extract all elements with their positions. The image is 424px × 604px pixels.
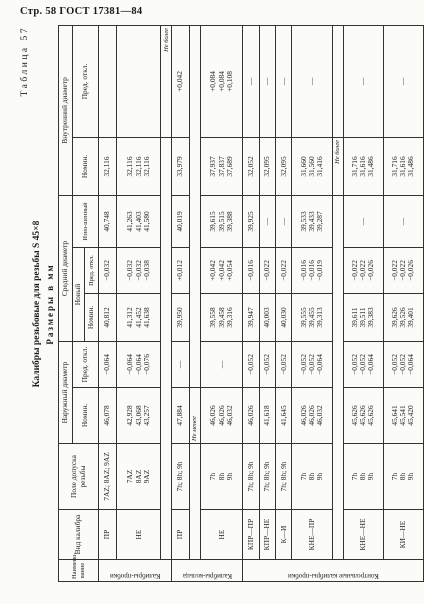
cell-line: — [398,217,408,226]
cell-line: — [246,77,256,86]
cell-mid-izn [243,195,259,247]
cell-line: 40,812 [102,307,112,328]
cell-line: 45,420 [406,405,416,426]
cell-line: −0,064 [133,354,143,375]
cell-line: 31,716 [390,156,400,177]
cell-line: 9AZ [141,469,151,484]
cell-inner-otkl [243,25,259,137]
cell-inner-otkl [116,25,160,137]
cell-mid-otkl [99,248,117,294]
cell-mid-nom [343,294,383,342]
cell-outer-otkl [99,342,117,388]
cell-vid: ПР [99,510,117,560]
cell-line: −0,022 [278,260,288,281]
cell-mid-otkl [292,248,332,294]
cell-line: 42,928 [125,405,135,426]
cell-inner-otkl [292,25,332,137]
document-subtitle: Размеры в мм [45,263,55,345]
gauge-dimensions-table [58,25,424,582]
cell-line: −0,026 [406,260,416,281]
cell-line: 7h [298,472,308,481]
cell-mid-otkl [243,248,259,294]
cell-line: −0,019 [315,260,325,281]
table-row-note [161,25,172,581]
cell-pole [99,444,117,510]
header-pole-dopuska: Поле допуска резьбы [59,444,99,510]
cell-line: — [398,77,408,86]
cell-line: 7h; 8h; 9h [246,461,256,492]
group-kalibry-koltsa: Калибры-кольца [172,560,243,582]
cell-line: 32,116 [133,156,143,177]
cell-inner-nom [276,137,292,195]
cell-line: −0,032 [133,260,143,281]
cell-line [103,28,111,135]
table-row [276,25,292,581]
cell-inner-nom [383,137,423,195]
cell-line: 39,511 [358,307,368,328]
cell-mid-nom [99,294,117,342]
cell-line: — [278,77,288,86]
cell-line: 7h [208,472,218,481]
table-row [116,25,160,581]
cell-line: 37,937 [208,156,218,177]
cell-pole [292,444,332,510]
cell-line: 46,026 [298,405,308,426]
cell-line: 31,486 [406,156,416,177]
cell-outer-nom [172,388,189,444]
cell-line: 39,950 [175,307,185,328]
cell-mid-nom [259,294,275,342]
cell-line: 43,068 [133,405,143,426]
header-iznoshennyi: Изно-шенный [73,195,99,247]
cell-inner-nom [292,137,332,195]
cell-line: +0,054 [224,260,234,281]
header-middle-diameter: Средний диаметр [59,195,73,341]
cell-line: 32,116 [102,156,112,177]
cell-line: 31,616 [398,156,408,177]
cell-outer-otkl [200,342,243,388]
cell-mid-izn [276,195,292,247]
cell-pole [276,444,292,510]
cell-pole [243,444,259,510]
cell-line: −0,064 [315,354,325,375]
cell-line: 41,645 [278,405,288,426]
cell-line: +0,012 [175,260,185,281]
cell-line: −0,022 [390,260,400,281]
cell-pole [259,444,275,510]
cell-mid-izn [99,195,117,247]
cell-line: 40,748 [102,211,112,232]
cell-vid: НЕ [116,510,160,560]
cell-line: 31,616 [358,156,368,177]
header-middle-nomin: Номин. [85,294,99,342]
header-naimenovanie: Наимено-вание [59,560,99,582]
cell-mid-otkl [172,248,189,294]
cell-line: 31,716 [349,156,359,177]
cell-line: 7AZ [125,469,135,484]
cell-line: 31,486 [366,156,376,177]
cell-outer-nom [343,388,383,444]
cell-mid-nom [276,294,292,342]
cell-line: 37,837 [216,156,226,177]
header-inner-nomin: Номин. [73,137,99,195]
cell-line: −0,052 [278,354,288,375]
cell-line: 46,026 [246,405,256,426]
cell-line: −0,064 [102,354,112,375]
cell-line: −0,052 [306,354,316,375]
cell-outer-nom [99,388,117,444]
cell-line: 39,458 [216,307,226,328]
table-row [292,25,332,581]
cell-line: +0,084 [208,71,218,92]
cell-line: 9h [406,472,416,481]
cell-outer-otkl [343,342,383,388]
table-row [383,25,423,581]
cell-outer-otkl [259,342,275,388]
cell-line: 39,316 [224,307,234,328]
cell-mid-izn [383,195,423,247]
cell-line: −0,052 [358,354,368,375]
header-inner-diameter: Внутренний диаметр [59,25,73,195]
cell-vid: НЕ [200,510,243,560]
cell-inner-nom [200,137,243,195]
group-kalibry-probki: Калибры-пробки [99,560,172,582]
header-outer-nomin: Номин. [73,388,99,444]
cell-outer-otkl [172,342,189,388]
header-outer-pred-otkl: Пред. откл. [73,342,99,388]
cell-line: — [358,77,368,86]
cell-mid-nom [243,294,259,342]
cell-line: +0,084 [216,71,226,92]
cell-line: 39,558 [208,307,218,328]
cell-line: −0,064 [366,354,376,375]
cell-line: 45,626 [349,405,359,426]
cell-line: 32,095 [262,156,272,177]
header-inner-pred-otkl: Пред. откл. [73,25,99,137]
cell-line: 39,526 [398,307,408,328]
cell-line: 45,541 [398,405,408,426]
cell-line: −0,038 [141,260,151,281]
cell-line: 32,095 [278,156,288,177]
group-kontrolnye-kalibry: Контрольные калибры-пробки [243,560,424,582]
cell-mid-izn [200,195,243,247]
cell-outer-otkl [383,342,423,388]
cell-pole [343,444,383,510]
table-row [99,25,117,581]
cell-line: −0,022 [398,260,408,281]
table-row [259,25,275,581]
cell-line: 41,263 [125,211,135,232]
cell-line: 39,947 [246,307,256,328]
table-row [243,25,259,581]
cell-outer-nom [292,388,332,444]
cell-line: — [216,360,226,369]
cell-line: −0,026 [366,260,376,281]
cell-line: 39,455 [306,307,316,328]
cell-line: 39,433 [306,211,316,232]
cell-inner-nom [243,137,259,195]
cell-line: 46,026 [306,405,316,426]
cell-inner-otkl [259,25,275,137]
cell-line: 46,026 [208,405,218,426]
cell-line: 7h [349,472,359,481]
cell-outer-nom [276,388,292,444]
cell-vid: КНЕ—НЕ [343,510,383,560]
cell-mid-nom [116,294,160,342]
cell-line: 39,313 [315,307,325,328]
cell-line: 9h [315,472,325,481]
cell-line: 41,403 [133,211,143,232]
cell-line: +0,042 [216,260,226,281]
cell-line: 39,388 [224,211,234,232]
cell-pole [383,444,423,510]
table-row [343,25,383,581]
cell-inner-nom [116,137,160,195]
cell-line: 9h [224,472,234,481]
cell-mid-otkl [116,248,160,294]
cell-inner-nom [172,137,189,195]
cell-line: −0,022 [358,260,368,281]
table-row [172,25,189,581]
cell-line: 7AZ; 8AZ; 9AZ [102,452,112,501]
cell-line: −0,064 [125,354,135,375]
cell-mid-nom [172,294,189,342]
cell-outer-nom [383,388,423,444]
cell-line: 45,626 [366,405,376,426]
cell-line: −0,016 [298,260,308,281]
cell-line: 43,257 [141,405,151,426]
note-ne-bolee: Не более [332,137,343,195]
cell-line: — [262,217,272,226]
cell-line: — [306,77,316,86]
cell-line: 41,638 [141,307,151,328]
cell-line: −0,032 [102,260,112,281]
cell-mid-nom [292,294,332,342]
cell-line: 8h [398,472,408,481]
cell-inner-otkl [200,25,243,137]
cell-inner-nom [343,137,383,195]
cell-line: 37,689 [224,156,234,177]
cell-inner-otkl [276,25,292,137]
cell-outer-nom [259,388,275,444]
cell-mid-izn [292,195,332,247]
cell-line: +0,042 [175,71,185,92]
cell-line: 39,615 [208,211,218,232]
cell-line: 33,979 [175,156,185,177]
cell-line: −0,052 [398,354,408,375]
cell-outer-otkl [243,342,259,388]
cell-outer-otkl [116,342,160,388]
cell-line: 46,032 [224,405,234,426]
cell-line: 41,312 [125,307,135,328]
cell-line: 41,452 [133,307,143,328]
cell-line: 40,030 [278,307,288,328]
cell-line: 8AZ [133,469,143,484]
cell-line: 39,515 [216,211,226,232]
cell-pole [116,444,160,510]
cell-line: −0,022 [349,260,359,281]
rotated-table-sheet [20,26,424,582]
cell-line: −0,032 [125,260,135,281]
cell-line: — [358,217,368,226]
cell-line: −0,022 [262,260,272,281]
table-row-note [189,25,200,581]
cell-line: −0,016 [246,260,256,281]
cell-line: 8h [306,472,316,481]
cell-line: 32,052 [246,156,256,177]
cell-line: 39,383 [366,307,376,328]
cell-line [143,28,151,135]
table-row-note [332,25,343,581]
table-number: Таблица 57 [20,26,30,97]
cell-mid-otkl [343,248,383,294]
cell-line: 39,925 [246,211,256,232]
cell-mid-izn [259,195,275,247]
cell-line: 39,287 [315,211,325,232]
cell-line: 32,116 [141,156,151,177]
cell-line: −0,052 [298,354,308,375]
cell-line: 46,032 [315,405,325,426]
cell-mid-otkl [276,248,292,294]
cell-inner-nom [259,137,275,195]
cell-line: +0,042 [208,260,218,281]
cell-inner-nom [99,137,117,195]
cell-outer-nom [200,388,243,444]
cell-line: 31,416 [315,156,325,177]
cell-line: 40,003 [262,307,272,328]
document-title: Калибры резьбовые для резьбы S 45×8 [32,220,42,388]
cell-outer-nom [243,388,259,444]
cell-vid: КПР—ПР [243,510,259,560]
cell-inner-otkl [172,25,189,137]
cell-vid: КНЕ—ПР [292,510,332,560]
cell-line: 7h; 8h; 9h [175,461,185,492]
cell-outer-nom [116,388,160,444]
cell-line: 45,641 [390,405,400,426]
header-outer-diameter: Наружный диаметр [59,342,73,444]
cell-line: 7h; 8h; 9h [262,461,272,492]
header-vid-kalibra: Вид калибра [59,510,99,560]
cell-line: 39,401 [406,307,416,328]
cell-mid-otkl [259,248,275,294]
cell-line: 7h [390,472,400,481]
cell-line: 41,618 [262,405,272,426]
cell-pole [200,444,243,510]
cell-outer-otkl [276,342,292,388]
cell-line: 47,884 [175,405,185,426]
cell-line: +0,108 [224,71,234,92]
cell-line: 8h [358,472,368,481]
cell-line: 41,580 [141,211,151,232]
cell-line: 39,611 [349,307,359,328]
cell-vid: КПР—НЕ [259,510,275,560]
header-middle-pred-otkl: Пред. откл. [85,248,99,294]
cell-line: 46,026 [216,405,226,426]
cell-line: 39,555 [298,307,308,328]
cell-outer-otkl [292,342,332,388]
table-row [200,25,243,581]
cell-inner-otkl [343,25,383,137]
cell-line: 40,019 [175,211,185,232]
note-ne-bolee: Не более [161,25,172,137]
cell-inner-otkl [99,25,117,137]
page-header: Стр. 58 ГОСТ 17381—84 [20,6,143,17]
cell-line: −0,064 [406,354,416,375]
cell-line: — [278,217,288,226]
cell-mid-nom [200,294,243,342]
cell-line: — [262,77,272,86]
cell-line: 39,533 [298,211,308,232]
cell-mid-otkl [383,248,423,294]
cell-line: −0,052 [349,354,359,375]
cell-mid-izn [172,195,189,247]
cell-pole [172,444,189,510]
cell-vid: К—И [276,510,292,560]
cell-line: 31,660 [298,156,308,177]
cell-vid: КИ—НЕ [383,510,423,560]
cell-line: −0,016 [306,260,316,281]
cell-line: −0,052 [262,354,272,375]
cell-line: 39,626 [390,307,400,328]
cell-line: 7h; 8h; 9h [278,461,288,492]
cell-line: 46,078 [102,405,112,426]
cell-line: 8h [216,472,226,481]
cell-line: 45,626 [358,405,368,426]
header-novyi: Новый [73,248,85,342]
cell-line: −0,052 [390,354,400,375]
cell-mid-otkl [200,248,243,294]
cell-line: — [175,360,185,369]
cell-vid: ПР [172,510,189,560]
cell-inner-otkl [383,25,423,137]
cell-mid-izn [116,195,160,247]
cell-line: 32,116 [125,156,135,177]
cell-line: −0,052 [246,354,256,375]
cell-mid-izn [343,195,383,247]
cell-mid-nom [383,294,423,342]
note-ne-menee: Не менее [189,388,200,444]
cell-line: 31,560 [306,156,316,177]
cell-line: −0,076 [141,354,151,375]
cell-line: 9h [366,472,376,481]
